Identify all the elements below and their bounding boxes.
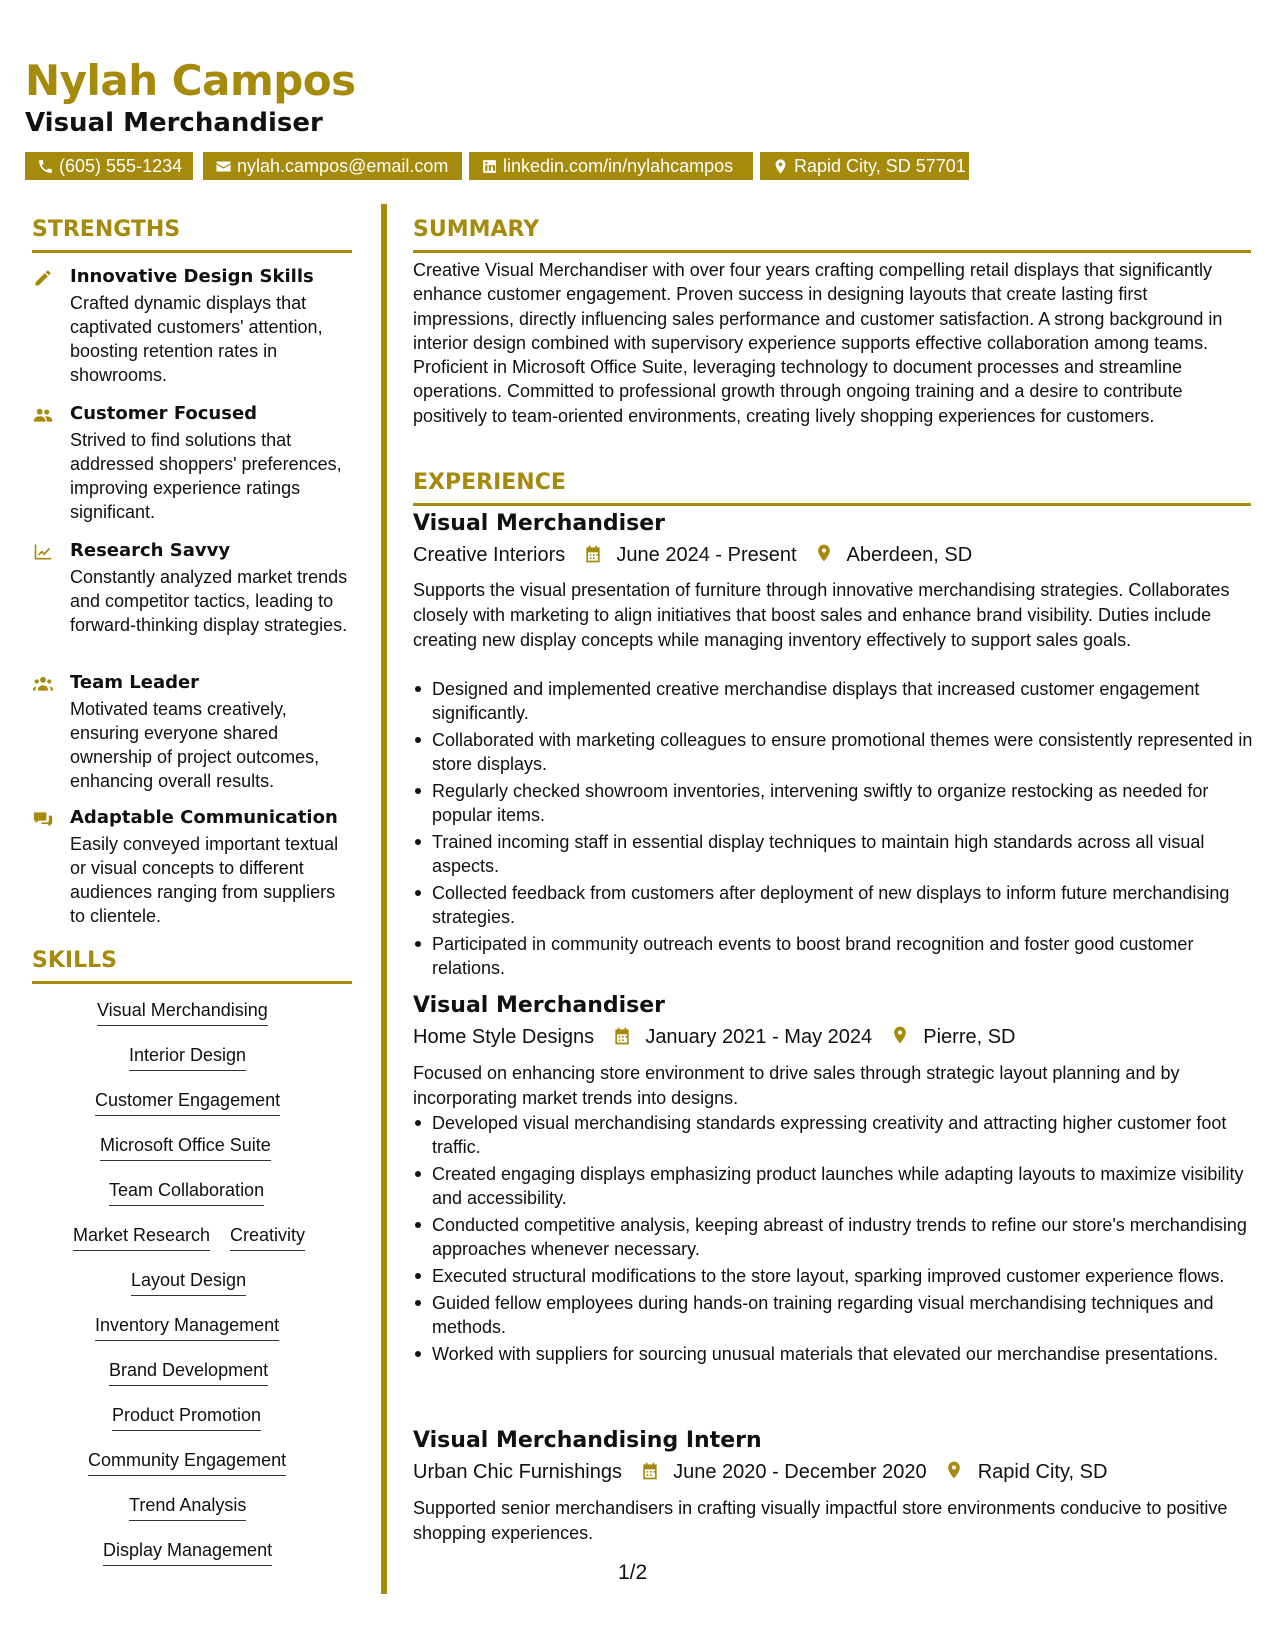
job-title: Visual Merchandiser xyxy=(413,993,666,1018)
candidate-name: Nylah Campos xyxy=(25,56,356,105)
strength-desc: Crafted dynamic displays that captivated customers' attention, boosting retention rates in showrooms. xyxy=(70,293,323,385)
job-bullet: Guided fellow employees during hands-on training regarding visual merchandising techniques and methods. xyxy=(413,1291,1253,1339)
calendar-icon xyxy=(583,544,603,564)
job-bullet: Regularly checked showroom inventories, intervening swiftly to organize restocking as needed for popular items. xyxy=(413,779,1253,827)
job-description: Supported senior merchandisers in crafting visually impactful store environments conducive to positive shopping experiences. xyxy=(413,1498,1228,1543)
summary-text: Creative Visual Merchandiser with over four years crafting compelling retail displays that significantly enhance customer engagement. Proven success in designing layouts that create lasting first impressions, directly influencing sales performance and customer satisfaction. A strong background in interior design combined with supervisory experience supports effective collaboration among teams. Proficient in Microsoft Office Suite, leveraging technology to document processes and streamline operations. Committed to professional growth through ongoing training and a desire to contribute positively to team-oriented environments, creating lively shopping experiences for customers. xyxy=(413,260,1223,426)
job-company: Urban Chic Furnishings xyxy=(413,1461,622,1483)
strength-desc: Strived to find solutions that addressed shoppers' preferences, improving experience ratings significant. xyxy=(70,430,342,522)
job-location: Pierre, SD xyxy=(923,1026,1016,1048)
map-pin-icon xyxy=(890,1024,910,1046)
skill-tag: Display Management xyxy=(103,1539,272,1566)
summary-rule xyxy=(413,250,1251,253)
map-pin-icon xyxy=(814,542,834,564)
comments-icon xyxy=(32,809,56,829)
job-bullet: Designed and implemented creative merchandise displays that increased customer engagement significantly. xyxy=(413,677,1253,725)
pencil-icon xyxy=(32,268,56,288)
skill-tag: Layout Design xyxy=(131,1269,246,1296)
skill-tag: Microsoft Office Suite xyxy=(100,1134,271,1161)
job-company: Creative Interiors xyxy=(413,544,566,566)
strength-desc: Constantly analyzed market trends and competitor tactics, leading to forward-thinking display strategies. xyxy=(70,567,348,635)
phone-icon xyxy=(37,158,54,175)
job-description: Focused on enhancing store environment to drive sales through strategic layout planning and by incorporating market trends into designs. xyxy=(413,1063,1180,1108)
skill-tag: Trend Analysis xyxy=(129,1494,246,1521)
strength-title: Team Leader xyxy=(70,672,200,693)
job-location: Aberdeen, SD xyxy=(846,544,973,566)
contact-linkedin-text: linkedin.com/in/nylahcampos xyxy=(503,156,734,176)
map-pin-icon xyxy=(944,1459,964,1481)
job-bullets xyxy=(413,677,1253,983)
strength-title: Research Savvy xyxy=(70,540,231,561)
job-bullets xyxy=(413,1111,1253,1369)
users-icon xyxy=(32,405,56,425)
job-bullet: Participated in community outreach events to boost brand recognition and foster good customer relations. xyxy=(413,932,1253,980)
skill-tag: Market Research xyxy=(73,1224,210,1251)
job-description: Supports the visual presentation of furniture through innovative merchandising strategies. Collaborates closely with marketing to align initiatives that boost sales and enhance brand visibility. Duties include creating new display concepts while managing inventory effectively to support sales goals. xyxy=(413,580,1230,650)
strength-desc: Easily conveyed important textual or visual concepts to different audiences ranging from suppliers to clientele. xyxy=(70,834,339,926)
page-number: 1/2 xyxy=(618,1561,648,1584)
strength-title: Innovative Design Skills xyxy=(70,266,314,287)
contact-phone-text: (605) 555-1234 xyxy=(59,156,183,176)
skill-tag: Visual Merchandising xyxy=(97,999,268,1026)
job-bullet: Conducted competitive analysis, keeping abreast of industry trends to refine our store's merchandising approaches whenever necessary. xyxy=(413,1213,1253,1261)
job-dates: June 2020 - December 2020 xyxy=(673,1461,927,1483)
strengths-rule xyxy=(32,250,352,253)
contact-location-text: Rapid City, SD 57701 xyxy=(794,156,966,176)
job-dates: January 2021 - May 2024 xyxy=(645,1026,873,1048)
skill-tag: Product Promotion xyxy=(112,1404,261,1431)
job-meta xyxy=(413,542,972,567)
job-bullet: Worked with suppliers for sourcing unusual materials that elevated our merchandise presentations. xyxy=(413,1342,1253,1366)
contact-email-text: nylah.campos@email.com xyxy=(237,156,449,176)
contact-email[interactable] xyxy=(203,152,462,180)
skills-heading: SKILLS xyxy=(32,948,117,973)
job-bullet: Trained incoming staff in essential display techniques to maintain high standards across all visual aspects. xyxy=(413,830,1253,878)
job-title: Visual Merchandising Intern xyxy=(413,1428,762,1453)
candidate-title: Visual Merchandiser xyxy=(25,108,323,138)
strength-title: Adaptable Communication xyxy=(70,807,338,828)
skill-tag: Creativity xyxy=(230,1224,305,1251)
linkedin-icon xyxy=(481,158,498,175)
job-bullet: Collaborated with marketing colleagues to ensure promotional themes were consistently represented in store displays. xyxy=(413,728,1253,776)
skills-rule xyxy=(32,981,352,984)
experience-rule xyxy=(413,503,1251,506)
skill-tag: Customer Engagement xyxy=(95,1089,280,1116)
chart-line-icon xyxy=(32,542,56,562)
column-divider xyxy=(381,204,387,1594)
skill-tag: Inventory Management xyxy=(95,1314,279,1341)
contact-location xyxy=(760,152,969,180)
strength-title: Customer Focused xyxy=(70,403,258,424)
envelope-icon xyxy=(215,158,232,175)
skill-tag: Brand Development xyxy=(109,1359,268,1386)
job-bullet: Collected feedback from customers after deployment of new displays to inform future merchandising strategies. xyxy=(413,881,1253,929)
skill-tag: Team Collaboration xyxy=(109,1179,264,1206)
job-dates: June 2024 - Present xyxy=(616,544,797,566)
map-pin-icon xyxy=(772,158,789,175)
experience-heading: EXPERIENCE xyxy=(413,470,566,495)
job-bullet: Created engaging displays emphasizing product launches while adapting layouts to maximize visibility and accessibility. xyxy=(413,1162,1253,1210)
job-meta xyxy=(413,1024,1016,1049)
strength-desc: Motivated teams creatively, ensuring everyone shared ownership of project outcomes, enhancing overall results. xyxy=(70,699,320,791)
strengths-heading: STRENGTHS xyxy=(32,217,181,242)
summary-heading: SUMMARY xyxy=(413,217,540,242)
job-bullet: Executed structural modifications to the store layout, sparking improved customer experience flows. xyxy=(413,1264,1253,1288)
job-meta xyxy=(413,1459,1107,1484)
team-icon xyxy=(32,674,56,694)
job-company: Home Style Designs xyxy=(413,1026,595,1048)
job-bullet: Developed visual merchandising standards expressing creativity and attracting higher customer foot traffic. xyxy=(413,1111,1253,1159)
contact-linkedin[interactable] xyxy=(469,152,753,180)
skill-tag: Community Engagement xyxy=(88,1449,286,1476)
calendar-icon xyxy=(612,1026,632,1046)
job-location: Rapid City, SD xyxy=(977,1461,1108,1483)
contact-phone[interactable] xyxy=(25,152,193,180)
job-title: Visual Merchandiser xyxy=(413,511,666,536)
skill-tag: Interior Design xyxy=(129,1044,246,1071)
calendar-icon xyxy=(640,1461,660,1481)
